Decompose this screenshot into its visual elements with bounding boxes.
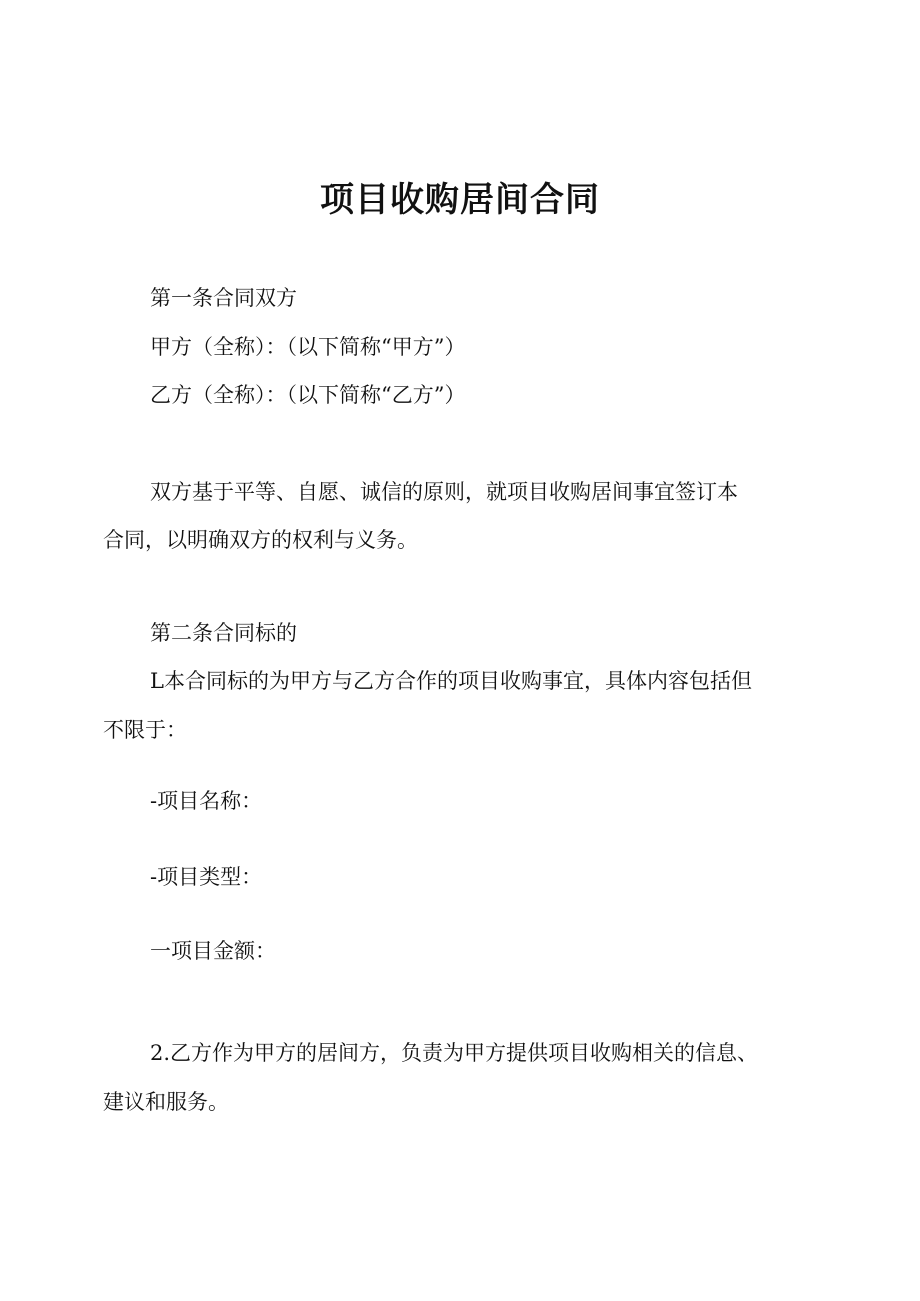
- clause1-line-2: 不限于：: [103, 718, 187, 742]
- article1-heading: 第一条合同双方: [150, 286, 297, 310]
- item-project-amount: 一项目金额：: [150, 939, 276, 963]
- document-title: 项目收购居间合同: [320, 180, 600, 220]
- clause1-line-1: L本合同标的为甲方与乙方合作的项目收购事宜，具体内容包括但: [150, 669, 752, 693]
- party-b-line: 乙方（全称）：（以下简称“乙方”）: [150, 383, 466, 407]
- preamble-line-1: 双方基于平等、自愿、诚信的原则，就项目收购居间事宜签订本: [150, 480, 738, 504]
- item-project-type: -项目类型：: [150, 865, 263, 889]
- preamble-line-2: 合同，以明确双方的权利与义务。: [103, 528, 418, 552]
- item-project-name: -项目名称：: [150, 789, 263, 813]
- clause2-line-1: 2.乙方作为甲方的居间方，负责为甲方提供项目收购相关的信息、: [150, 1041, 759, 1065]
- clause2-line-2: 建议和服务。: [103, 1090, 229, 1114]
- article2-heading: 第二条合同标的: [150, 621, 297, 645]
- party-a-line: 甲方（全称）：（以下简称“甲方”）: [150, 335, 466, 359]
